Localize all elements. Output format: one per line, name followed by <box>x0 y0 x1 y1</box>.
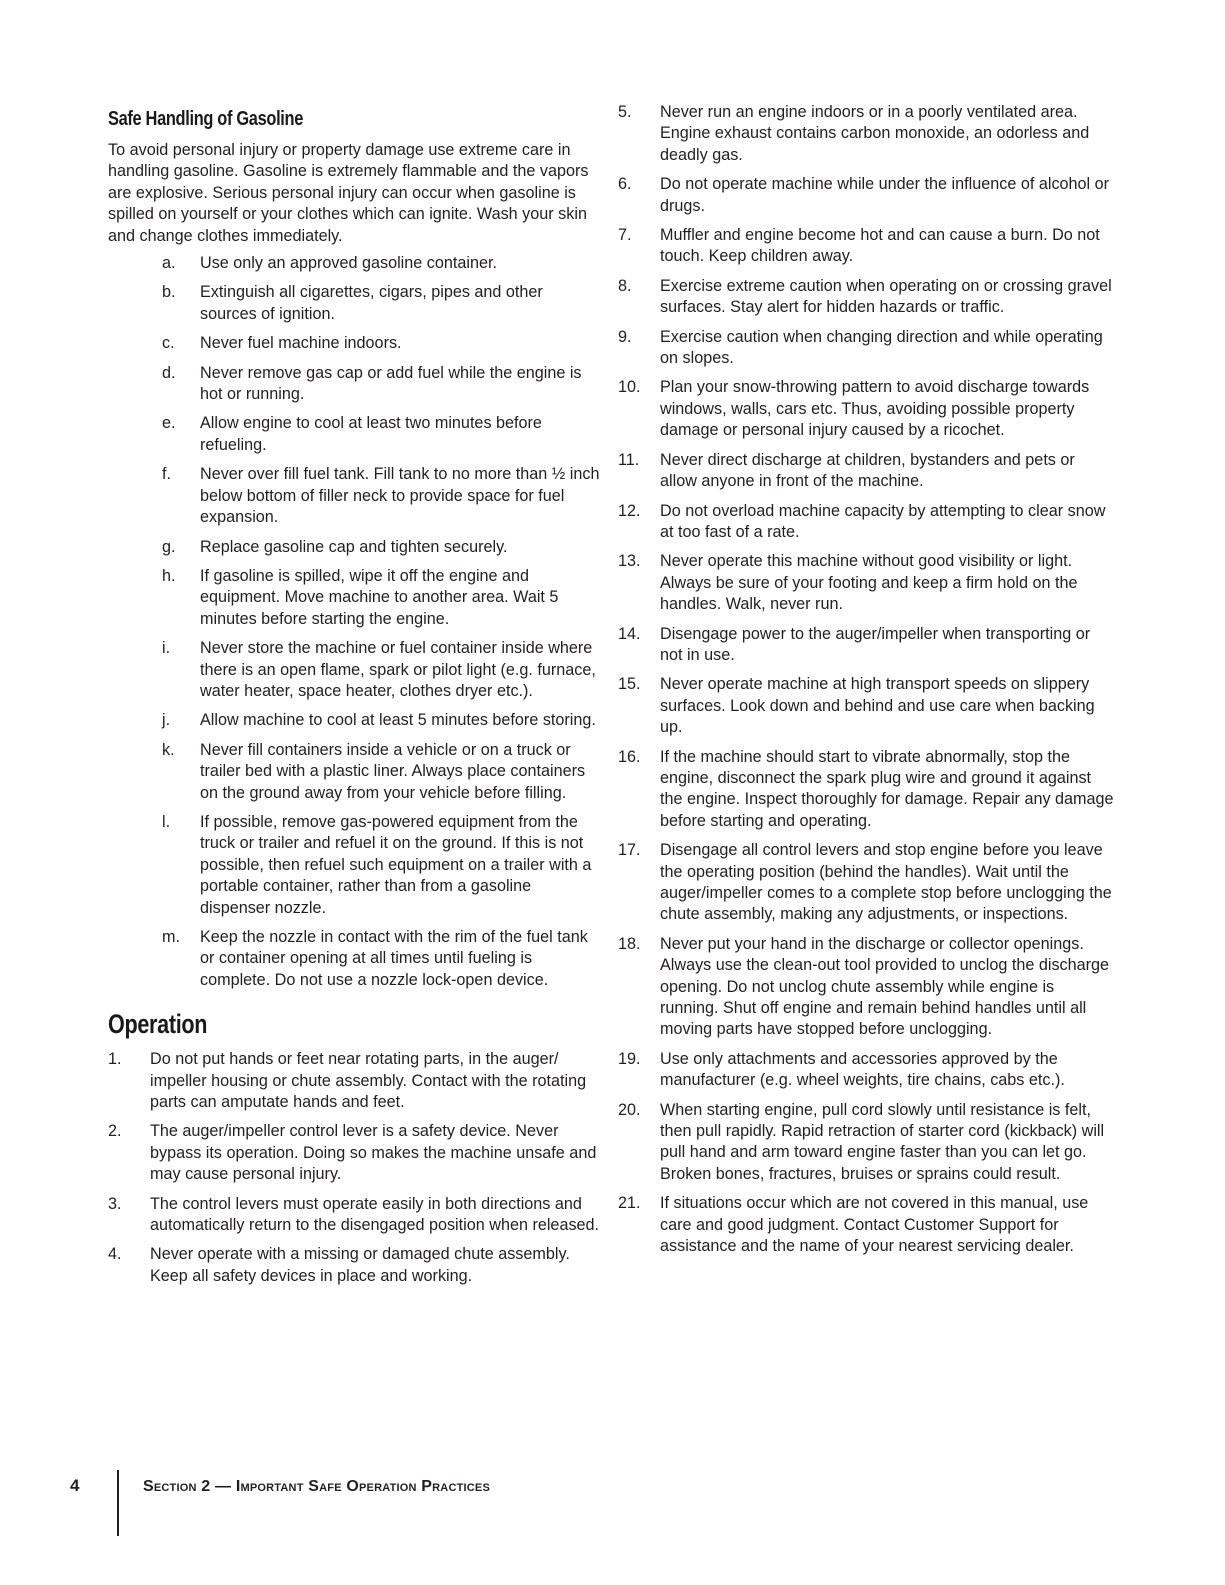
left-column <box>108 104 600 1295</box>
operation-rule-item <box>618 934 1116 1041</box>
operation-rule-item-text: Never operate machine at high transport speeds on slippery surfaces. Look down and behind and use care when backing up. <box>660 675 1095 737</box>
gasoline-precaution-item <box>108 812 600 919</box>
gasoline-precaution-item <box>108 413 600 456</box>
operation-rule-item <box>618 225 1116 268</box>
gasoline-precaution-item <box>108 566 600 630</box>
gasoline-precaution-item-text: If gasoline is spilled, wipe it off the engine and equipment. Move machine to another area. Wait 5 minutes before starting the engine. <box>200 566 559 628</box>
operation-rule-item <box>618 551 1116 615</box>
operation-list-right <box>618 102 1116 1258</box>
operation-rule-item <box>618 1049 1116 1092</box>
operation-rule-item-marker: 8. <box>618 276 632 295</box>
operation-rule-item-marker: 6. <box>618 175 632 194</box>
operation-rule-item-marker: 21. <box>618 1194 641 1213</box>
operation-rule-item-marker: 2. <box>108 1122 122 1141</box>
operation-rule-item-text: Do not overload machine capacity by attempting to clear snow at too fast of a rate. <box>660 501 1106 541</box>
gasoline-precaution-item <box>108 282 600 325</box>
operation-rule-item-marker: 17. <box>618 841 641 860</box>
operation-rule-item-marker: 20. <box>618 1100 641 1119</box>
safe-handling-intro: To avoid personal injury or property damage use extreme care in handling gasoline. Gasoline is extremely flammable and the vapors are explosive. Serious personal injury can occur when gasoline is spilled on yourself or your clothes which can ignite. Wash your skin and change clothes immediately. <box>108 141 589 245</box>
gasoline-precaution-item-marker: l. <box>162 812 171 831</box>
operation-rule-item-marker: 18. <box>618 934 641 953</box>
gasoline-precaution-item <box>108 537 600 558</box>
gasoline-precaution-item-marker: i. <box>162 639 171 658</box>
gasoline-precaution-item-text: Allow engine to cool at least two minutes before refueling. <box>200 414 542 454</box>
operation-rule-item <box>108 1121 600 1185</box>
operation-rule-item-text: Never operate this machine without good visibility or light. Always be sure of your footing and keep a firm hold on the handles. Walk, never run. <box>660 552 1078 614</box>
operation-rule-item <box>618 840 1116 926</box>
gasoline-precaution-item-marker: m. <box>162 928 180 946</box>
operation-rule-item <box>618 747 1116 833</box>
operation-rule-item-marker: 3. <box>108 1194 122 1213</box>
gasoline-precaution-item-text: Extinguish all cigarettes, cigars, pipes and other sources of ignition. <box>200 283 543 323</box>
gasoline-precaution-item-text: If possible, remove gas-powered equipment from the truck or trailer and refuel it on the ground. If this is not possible, then refuel such equipment on a trailer with a portable container, rather than from a gasoline dispenser nozzle. <box>200 812 592 917</box>
operation-rule-item-marker: 16. <box>618 747 641 766</box>
operation-rule-item <box>618 327 1116 370</box>
page-footer <box>0 1470 1225 1540</box>
operation-rule-item <box>618 674 1116 738</box>
gasoline-precaution-item-text: Use only an approved gasoline container. <box>200 254 497 273</box>
operation-rule-item <box>108 1049 600 1113</box>
footer-divider <box>117 1470 119 1536</box>
right-column <box>618 102 1116 1266</box>
operation-heading: Operation <box>108 1009 208 1040</box>
gasoline-precaution-item-text: Never over fill fuel tank. Fill tank to no more than ½ inch below bottom of filler neck to provide space for fuel expansion. <box>200 465 600 527</box>
operation-rule-item <box>108 1244 600 1287</box>
gasoline-precaution-item-marker: b. <box>162 283 176 302</box>
operation-rule-item-text: The control levers must operate easily in both directions and automatically return to the disengaged position when released. <box>150 1194 600 1235</box>
operation-rule-item-marker: 13. <box>618 552 641 571</box>
operation-rule-item <box>618 1100 1116 1186</box>
operation-rule-item <box>618 624 1116 667</box>
gasoline-precaution-item-text: Never store the machine or fuel container inside where there is an open flame, spark or pilot light (e.g. furnace, water heater, space heater, clothes dryer etc.). <box>200 639 596 700</box>
operation-rule-item-text: Exercise extreme caution when operating on or crossing gravel surfaces. Stay alert for hidden hazards or traffic. <box>660 276 1112 317</box>
section-title: Section 2 — Important Safe Operation Practices <box>143 1478 490 1495</box>
operation-rule-item <box>618 1193 1116 1257</box>
gasoline-precaution-item <box>108 253 600 274</box>
gasoline-precaution-item-text: Never fuel machine indoors. <box>200 334 402 353</box>
operation-rule-item-text: When starting engine, pull cord slowly until resistance is felt, then pull rapidly. Rapid retraction of starter cord (kickback) will pull hand and arm toward engine faster than you can let go. Broken bones, fractures, bruises or sprains could result. <box>660 1100 1105 1183</box>
operation-rule-item <box>618 276 1116 319</box>
operation-rule-item-marker: 14. <box>618 624 641 643</box>
gasoline-precaution-item <box>108 333 600 354</box>
gasoline-precaution-item-marker: g. <box>162 537 176 556</box>
operation-rule-item-text: Do not operate machine while under the influence of alcohol or drugs. <box>660 175 1110 215</box>
operation-rule-item <box>618 174 1116 217</box>
gasoline-precautions-list <box>108 253 600 991</box>
operation-rule-item-marker: 9. <box>618 327 632 346</box>
safe-handling-heading: Safe Handling of Gasoline <box>108 108 304 130</box>
operation-rule-item <box>618 102 1116 166</box>
gasoline-precaution-item-marker: e. <box>162 414 176 433</box>
page-number: 4 <box>70 1476 80 1495</box>
gasoline-precaution-item-marker: k. <box>162 740 175 759</box>
gasoline-precaution-item <box>108 927 600 991</box>
operation-rule-item-marker: 4. <box>108 1245 122 1264</box>
gasoline-precaution-item <box>108 740 600 804</box>
operation-rule-item-text: Plan your snow-throwing pattern to avoid discharge towards windows, walls, cars etc. Thus, avoiding possible property damage or personal injury caused by a ricochet. <box>660 378 1090 440</box>
operation-rule-item-text: Never direct discharge at children, bystanders and pets or allow anyone in front of the machine. <box>660 450 1075 491</box>
gasoline-precaution-item-marker: j. <box>162 711 171 730</box>
operation-rule-item-text: If the machine should start to vibrate abnormally, stop the engine, disconnect the spark plug wire and ground it against the engine. Inspect thoroughly for damage. Repair any damage before starting and operating. <box>660 747 1114 830</box>
gasoline-precaution-item-marker: c. <box>162 334 175 353</box>
operation-rule-item-marker: 10. <box>618 378 641 397</box>
gasoline-precaution-item <box>108 710 600 731</box>
operation-rule-item-marker: 19. <box>618 1049 641 1068</box>
operation-rule-item-text: Disengage power to the auger/impeller when transporting or not in use. <box>660 624 1091 664</box>
operation-rule-item-text: Muffler and engine become hot and can cause a burn. Do not touch. Keep children away. <box>660 226 1100 266</box>
operation-list-left <box>108 1049 600 1287</box>
gasoline-precaution-item-text: Never fill containers inside a vehicle or on a truck or trailer bed with a plastic liner. Always place containers on the ground away from your vehicle before filling. <box>200 740 586 802</box>
operation-rule-item-marker: 7. <box>618 226 632 245</box>
operation-rule-item-text: Exercise caution when changing direction and while operating on slopes. <box>660 327 1103 368</box>
gasoline-precaution-item-text: Replace gasoline cap and tighten securely. <box>200 537 508 556</box>
operation-rule-item <box>108 1194 600 1237</box>
operation-rule-item <box>618 377 1116 441</box>
operation-rule-item-text: Use only attachments and accessories approved by the manufacturer (e.g. wheel weights, tire chains, cabs etc.). <box>660 1049 1065 1090</box>
operation-rule-item-text: Disengage all control levers and stop engine before you leave the operating position (behind the handles). Wait until the auger/impeller comes to a complete stop before unclogging the chute assembly, making any adjustments, or inspections. <box>660 841 1112 924</box>
gasoline-precaution-item-text: Allow machine to cool at least 5 minutes before storing. <box>200 711 596 730</box>
operation-rule-item-text: The auger/impeller control lever is a safety device. Never bypass its operation. Doing so makes the machine unsafe and may cause personal injury. <box>150 1122 597 1184</box>
operation-rule-item-marker: 12. <box>618 501 641 520</box>
operation-rule-item-text: Do not put hands or feet near rotating parts, in the auger/ impeller housing or chute assembly. Contact with the rotating parts can amputate hands and feet. <box>150 1050 587 1112</box>
gasoline-precaution-item-marker: h. <box>162 566 176 585</box>
operation-rule-item-text: Never run an engine indoors or in a poorly ventilated area. Engine exhaust contains carbon monoxide, an odorless and deadly gas. <box>660 103 1090 164</box>
gasoline-precaution-item-marker: f. <box>162 465 171 484</box>
gasoline-precaution-item <box>108 638 600 702</box>
operation-rule-item-text: Never operate with a missing or damaged chute assembly. Keep all safety devices in place and working. <box>150 1245 570 1285</box>
operation-rule-item-marker: 1. <box>108 1050 122 1069</box>
operation-rule-item-marker: 5. <box>618 103 632 121</box>
gasoline-precaution-item-marker: d. <box>162 363 176 382</box>
gasoline-precaution-item-text: Keep the nozzle in contact with the rim of the fuel tank or container opening at all times until fueling is complete. Do not use a nozzle lock-open device. <box>200 928 588 989</box>
operation-rule-item <box>618 501 1116 544</box>
operation-rule-item-text: If situations occur which are not covered in this manual, use care and good judgment. Contact Customer Support for assistance and the name of your nearest servicing dealer. <box>660 1194 1089 1256</box>
gasoline-precaution-item-text: Never remove gas cap or add fuel while the engine is hot or running. <box>200 363 582 404</box>
gasoline-precaution-item <box>108 363 600 406</box>
operation-rule-item <box>618 450 1116 493</box>
operation-rule-item-text: Never put your hand in the discharge or collector openings. Always use the clean-out tool provided to unclog the discharge opening. Do not unclog chute assembly while engine is running. Shut off engine and remain behind handles until all moving parts have stopped before unclogging. <box>660 934 1110 1039</box>
gasoline-precaution-item <box>108 464 600 528</box>
gasoline-precaution-item-marker: a. <box>162 254 176 273</box>
operation-rule-item-marker: 15. <box>618 675 641 694</box>
operation-rule-item-marker: 11. <box>618 450 640 469</box>
